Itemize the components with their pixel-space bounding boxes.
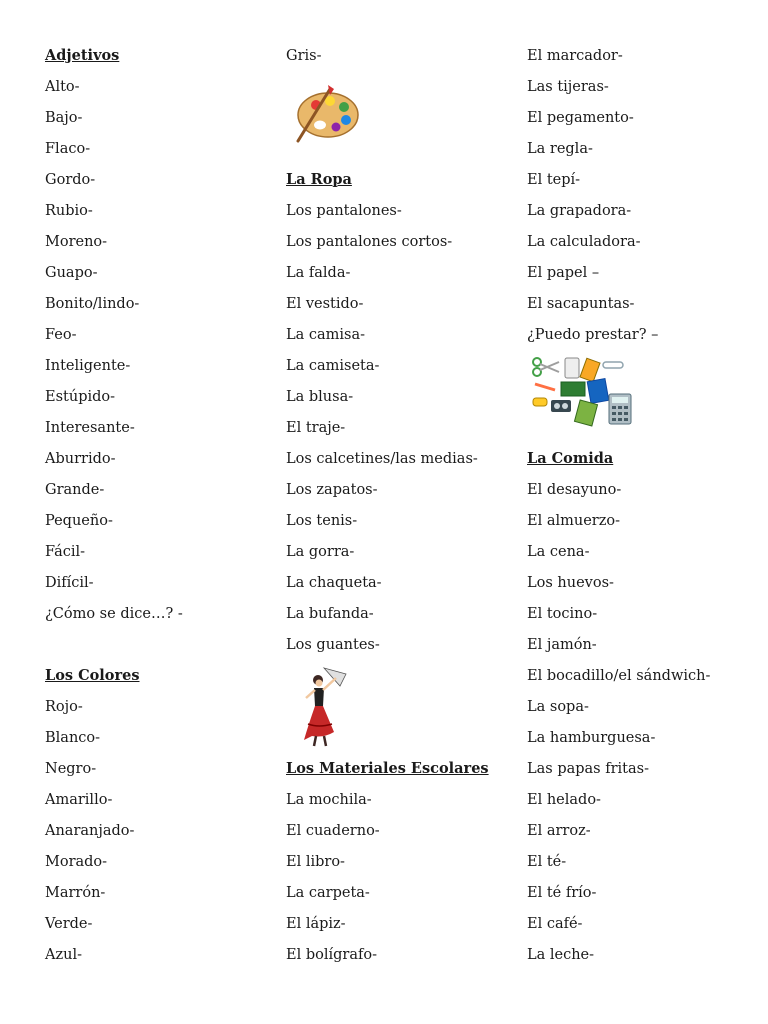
list-item: Las papas fritas- (527, 761, 649, 777)
list-item: Grande- (45, 482, 105, 498)
list-item: La mochila- (286, 792, 372, 808)
list-item: El bolígrafo- (286, 947, 377, 963)
list-item: La cena- (527, 544, 590, 560)
materiales-heading: Los Materiales Escolares (286, 760, 489, 777)
school-supplies-icon (529, 356, 641, 428)
list-item: El vestido- (286, 296, 364, 312)
list-item: La falda- (286, 265, 351, 281)
list-item: El desayuno- (527, 482, 622, 498)
list-item: La camisa- (286, 327, 366, 343)
flamenco-dancer-icon (294, 666, 354, 748)
list-item: Las tijeras- (527, 79, 609, 95)
paint-palette-icon (290, 81, 360, 147)
list-item: Los pantalones cortos- (286, 234, 453, 250)
list-item: La hamburguesa- (527, 730, 656, 746)
list-item: Blanco- (45, 730, 101, 746)
list-item: Azul- (45, 947, 82, 963)
list-item: Pequeño- (45, 513, 113, 529)
list-item: Los guantes- (286, 637, 380, 653)
list-item: El cuaderno- (286, 823, 380, 839)
list-item: Flaco- (45, 141, 91, 157)
comida-heading: La Comida (527, 450, 614, 467)
list-item: El libro- (286, 854, 345, 870)
list-item: Estúpido- (45, 389, 116, 405)
adjetivos-heading: Adjetivos (45, 47, 120, 64)
materiales-continued-list (527, 44, 762, 354)
list-item: El lápiz- (286, 916, 346, 932)
colores-heading: Los Colores (45, 667, 140, 684)
list-item: El traje- (286, 420, 346, 436)
list-item: El sacapuntas- (527, 296, 635, 312)
list-item: El helado- (527, 792, 601, 808)
list-item: El café- (527, 916, 583, 932)
list-item: El almuerzo- (527, 513, 620, 529)
list-item: Negro- (45, 761, 97, 777)
list-item: Inteligente- (45, 358, 131, 374)
list-item: La carpeta- (286, 885, 370, 901)
list-item: Los pantalones- (286, 203, 402, 219)
list-item: La bufanda- (286, 606, 374, 622)
list-item: Rubio- (45, 203, 93, 219)
list-item: Gris- (286, 48, 322, 64)
list-item: La sopa- (527, 699, 589, 715)
list-item: El té frío- (527, 885, 597, 901)
ropa-list (286, 199, 511, 664)
list-item: Gordo- (45, 172, 96, 188)
list-item: Bonito/lindo- (45, 296, 140, 312)
list-item: El bocadillo/el sándwich- (527, 668, 711, 684)
list-item: Morado- (45, 854, 108, 870)
list-item: Moreno- (45, 234, 108, 250)
list-item: Bajo- (45, 110, 83, 126)
list-item: Los tenis- (286, 513, 358, 529)
list-item: La leche- (527, 947, 595, 963)
list-item: La chaqueta- (286, 575, 382, 591)
list-item: Marrón- (45, 885, 106, 901)
list-item: El marcador- (527, 48, 623, 64)
list-item: Feo- (45, 327, 77, 343)
list-item: El arroz- (527, 823, 591, 839)
ropa-heading: La Ropa (286, 171, 352, 188)
list-item: Verde- (45, 916, 93, 932)
list-item: El tocino- (527, 606, 598, 622)
list-item: Fácil- (45, 544, 86, 560)
materiales-list (286, 788, 511, 974)
list-item: Aburrido- (45, 451, 116, 467)
colores-list (45, 695, 265, 974)
list-item: La calculadora- (527, 234, 641, 250)
list-item: La regla- (527, 141, 593, 157)
list-item: La gorra- (286, 544, 355, 560)
list-item: Alto- (45, 79, 80, 95)
list-item: Anaranjado- (45, 823, 135, 839)
adjetivos-list (45, 75, 265, 633)
list-item: La grapadora- (527, 203, 632, 219)
list-item: Difícil- (45, 575, 94, 591)
list-item: El papel – (527, 265, 600, 281)
list-item: El jamón- (527, 637, 597, 653)
list-item: Los zapatos- (286, 482, 378, 498)
list-item: Rojo- (45, 699, 83, 715)
list-item: ¿Puedo prestar? – (527, 327, 659, 343)
list-item: El pegamento- (527, 110, 634, 126)
list-item: El tepí- (527, 172, 581, 188)
list-item: Interesante- (45, 420, 135, 436)
list-item: El té- (527, 854, 567, 870)
list-item: ¿Cómo se dice…? - (45, 606, 183, 622)
list-item: Amarillo- (45, 792, 113, 808)
list-item: Los huevos- (527, 575, 614, 591)
list-item: Los calcetines/las medias- (286, 451, 478, 467)
column-1 (45, 44, 265, 974)
column-2 (286, 44, 511, 974)
list-item: La blusa- (286, 389, 354, 405)
list-item: Guapo- (45, 265, 98, 281)
column-3 (527, 44, 762, 974)
comida-list (527, 478, 762, 974)
list-item: La camiseta- (286, 358, 380, 374)
